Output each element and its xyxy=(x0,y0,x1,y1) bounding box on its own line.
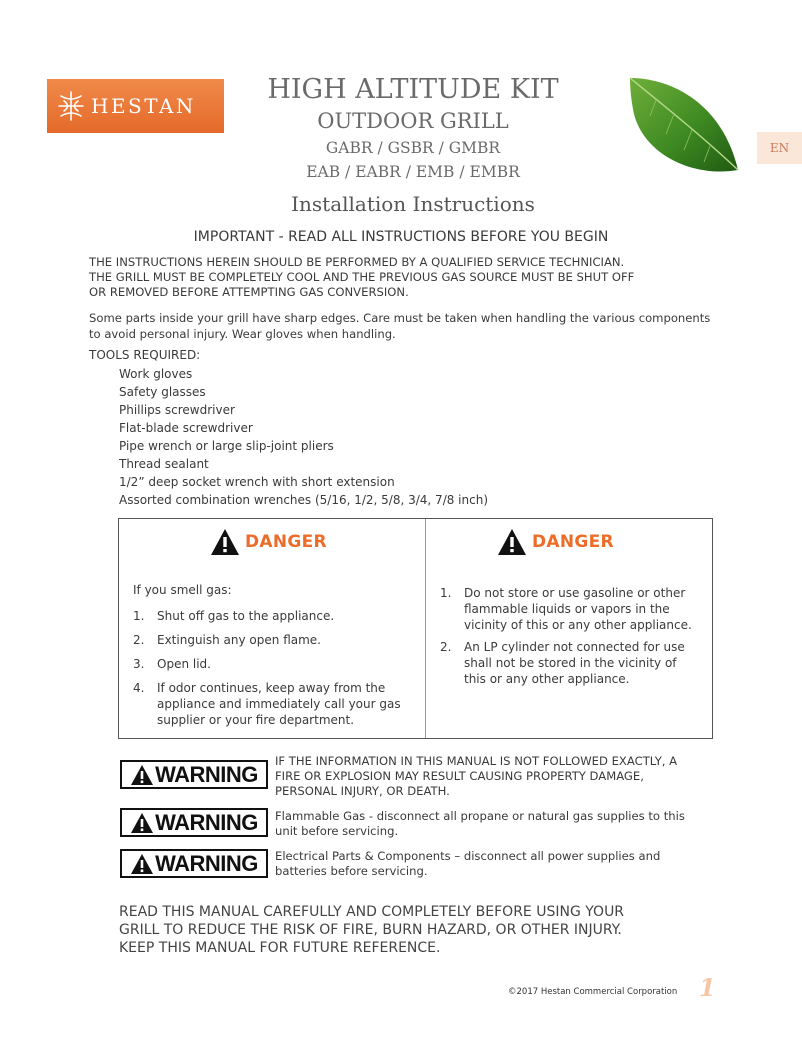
models-line-1: GABR / GSBR / GMBR xyxy=(325,139,501,157)
item-number: 1. xyxy=(133,609,145,623)
logo-wordmark: HESTAN xyxy=(91,94,196,118)
warning-triangle-icon xyxy=(130,853,154,875)
page-subtitle: OUTDOOR GRILL xyxy=(317,109,509,133)
list-item xyxy=(133,680,413,728)
final-line: GRILL TO REDUCE THE RISK OF FIRE, BURN HAZARD, OR OTHER INJURY. xyxy=(119,922,622,938)
tool-item: Pipe wrench or large slip-joint pliers xyxy=(119,439,334,453)
page-number: 1 xyxy=(699,973,716,1002)
warning-text: Electrical Parts & Components – disconnect all power supplies and batteries before servicing. xyxy=(275,849,661,878)
warning-row xyxy=(120,808,705,839)
item-number: 1. xyxy=(440,586,452,600)
document-type: Installation Instructions xyxy=(291,192,535,216)
notice-line: THE INSTRUCTIONS HEREIN SHOULD BE PERFORMED BY A QUALIFIED SERVICE TECHNICIAN. xyxy=(89,255,625,269)
list-item xyxy=(133,656,413,672)
danger-column-right xyxy=(426,519,712,738)
note-line: to avoid personal injury. Wear gloves when handling. xyxy=(89,327,396,341)
item-number: 2. xyxy=(440,640,452,654)
sharp-edges-note xyxy=(89,310,749,342)
warning-badge xyxy=(120,760,268,789)
copyright: ©2017 Hestan Commercial Corporation xyxy=(508,987,678,997)
danger-box xyxy=(118,518,713,739)
danger-column-left xyxy=(119,519,426,738)
note-line: Some parts inside your grill have sharp edges. Care must be taken when handling the various components xyxy=(89,311,711,325)
item-text: Shut off gas to the appliance. xyxy=(157,609,335,623)
item-text: An LP cylinder not connected for use shall not be stored in the vicinity of this or any other appliance. xyxy=(464,640,685,686)
final-notice xyxy=(119,903,739,957)
warning-triangle-icon xyxy=(496,527,528,557)
list-item xyxy=(440,585,700,633)
leaf-icon xyxy=(622,74,744,182)
hestan-emblem-icon xyxy=(55,89,87,123)
models-line-2: EAB / EABR / EMB / EMBR xyxy=(306,163,520,181)
danger-label: DANGER xyxy=(532,532,614,552)
warning-label: WARNING xyxy=(155,761,258,787)
item-text: Open lid. xyxy=(157,657,211,671)
danger-label: DANGER xyxy=(245,532,327,552)
important-heading: IMPORTANT - READ ALL INSTRUCTIONS BEFORE YOU BEGIN xyxy=(193,229,609,245)
item-number: 3. xyxy=(133,657,145,671)
warning-badge xyxy=(120,808,268,837)
warning-badge xyxy=(120,849,268,878)
warning-row xyxy=(120,754,705,799)
page-title: HIGH ALTITUDE KIT xyxy=(267,74,559,105)
warning-text: IF THE INFORMATION IN THIS MANUAL IS NOT FOLLOWED EXACTLY, A FIRE OR EXPLOSION MAY RESULT CAUSING PROPERTY DAMAGE, PERSONAL INJURY, OR DEATH. xyxy=(275,754,678,798)
list-item xyxy=(133,632,413,648)
danger-steps-list xyxy=(133,608,413,736)
warning-triangle-icon xyxy=(209,527,241,557)
warning-label: WARNING xyxy=(155,850,258,876)
list-item xyxy=(133,608,413,624)
warning-triangle-icon xyxy=(130,764,154,786)
danger-header xyxy=(496,527,614,557)
tool-item: Thread sealant xyxy=(119,457,209,471)
warning-row xyxy=(120,849,705,879)
notice-line: OR REMOVED BEFORE ATTEMPTING GAS CONVERSION. xyxy=(89,285,409,299)
tools-list xyxy=(119,365,488,509)
warning-label: WARNING xyxy=(155,809,258,835)
list-item xyxy=(440,639,700,687)
tool-item: Work gloves xyxy=(119,367,193,381)
hestan-logo xyxy=(47,79,224,133)
item-text: Extinguish any open flame. xyxy=(157,633,321,647)
item-number: 2. xyxy=(133,633,145,647)
tool-item: Assorted combination wrenches (5/16, 1/2, 5/8, 3/4, 7/8 inch) xyxy=(119,493,489,507)
notice-line: THE GRILL MUST BE COMPLETELY COOL AND THE PREVIOUS GAS SOURCE MUST BE SHUT OFF xyxy=(89,270,635,284)
final-line: READ THIS MANUAL CAREFULLY AND COMPLETELY BEFORE USING YOUR xyxy=(119,904,625,920)
danger-rules-list xyxy=(440,585,700,693)
danger-intro: If you smell gas: xyxy=(133,583,232,597)
language-tab: EN xyxy=(757,132,802,164)
tool-item: 1/2” deep socket wrench with short extension xyxy=(119,475,395,489)
item-text: If odor continues, keep away from the appliance and immediately call your gas supplier or your fire department. xyxy=(157,681,401,727)
tool-item: Phillips screwdriver xyxy=(119,403,235,417)
technician-notice xyxy=(89,255,749,300)
danger-header xyxy=(209,527,327,557)
item-text: Do not store or use gasoline or other flammable liquids or vapors in the vicinity of this or any other appliance. xyxy=(464,586,692,632)
tools-heading: TOOLS REQUIRED: xyxy=(89,348,201,362)
title-block xyxy=(200,74,626,220)
warning-text: Flammable Gas - disconnect all propane or natural gas supplies to this unit before servicing. xyxy=(275,809,685,838)
warning-triangle-icon xyxy=(130,812,154,834)
tool-item: Safety glasses xyxy=(119,385,206,399)
tool-item: Flat-blade screwdriver xyxy=(119,421,253,435)
final-line: KEEP THIS MANUAL FOR FUTURE REFERENCE. xyxy=(119,940,441,956)
item-number: 4. xyxy=(133,681,145,695)
